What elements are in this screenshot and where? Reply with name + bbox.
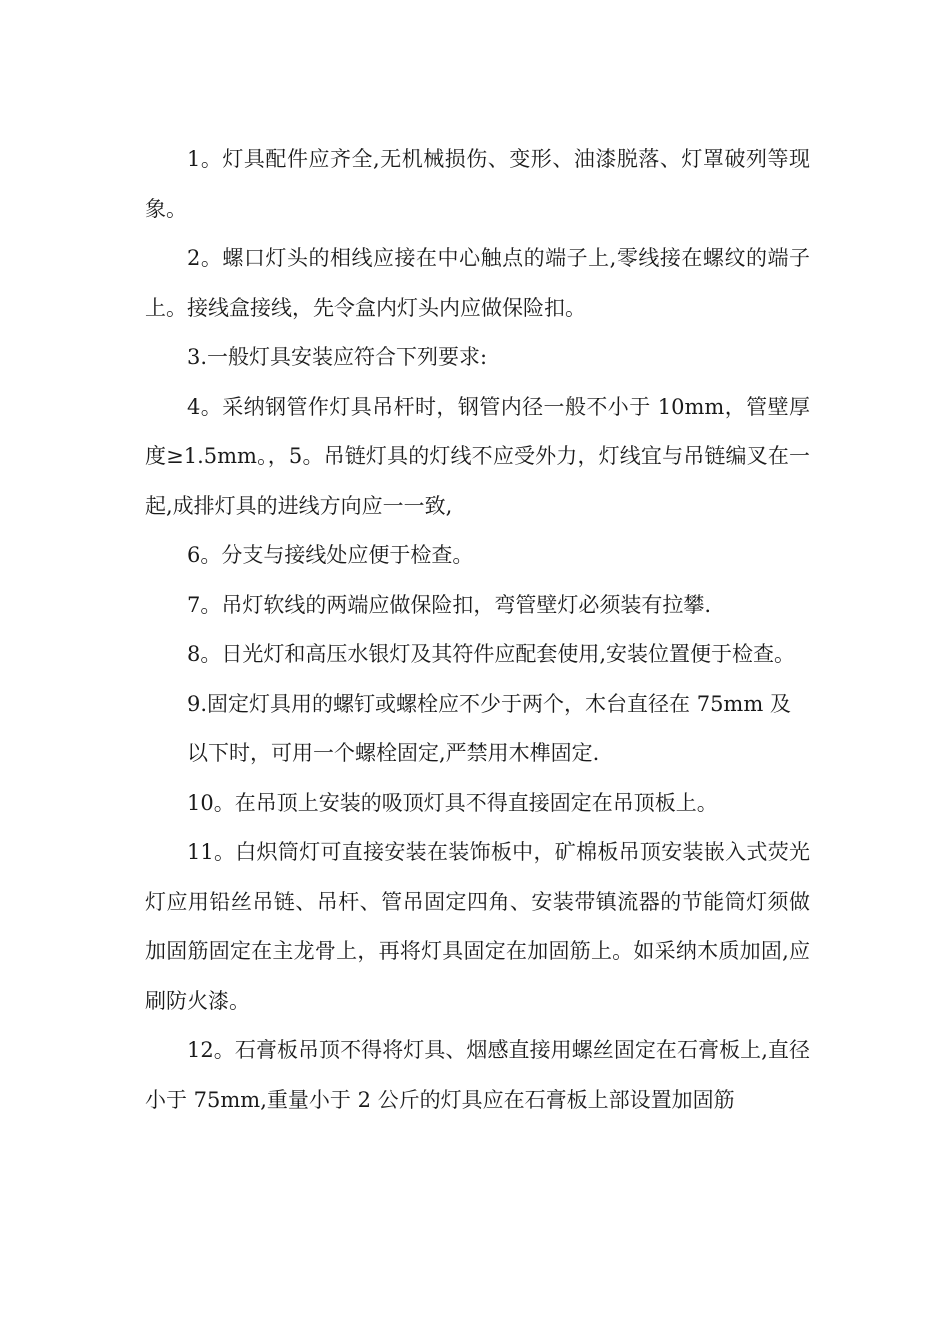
paragraph-8: 8。日光灯和高压水银灯及其符件应配套使用,安装位置便于检查。	[187, 642, 796, 666]
body-text	[145, 135, 810, 1125]
paragraph-9-continued: 以下时，可用一个螺栓固定,严禁用木榫固定.	[187, 741, 600, 765]
paragraph-4: 4。采纳钢管作灯具吊杆时，钢管内径一般不小于 10mm，管壁厚度≥1.5mm。，5。吊链灯具的灯线不应受外力，灯线宜与吊链编叉在一起,成排灯具的进线方向应一一致,	[145, 394, 810, 518]
paragraph-2: 2。螺口灯头的相线应接在中心触点的端子上,零线接在螺纹的端子上。接线盒接线，先令盒内灯头内应做保险扣。	[145, 246, 810, 320]
paragraph-12: 12。石膏板吊顶不得将灯具、烟感直接用螺丝固定在石膏板上,直径小于 75mm,重量小于 2 公斤的灯具应在石膏板上部设置加固筋	[145, 1038, 810, 1112]
paragraph-3: 3.一般灯具安装应符合下列要求:	[187, 345, 488, 369]
paragraph-6: 6。分支与接线处应便于检查。	[187, 543, 474, 567]
paragraph-10: 10。在吊顶上安装的吸顶灯具不得直接固定在吊顶板上。	[187, 790, 718, 815]
paragraph-11: 11。白炽筒灯可直接安装在装饰板中，矿棉板吊顶安装嵌入式荧光灯应用铅丝吊链、吊杆、管吊固定四角、安装带镇流器的节能筒灯须做加固筋固定在主龙骨上，再将灯具固定在加固筋上。如采纳木质加固,应刷防火漆。	[145, 840, 810, 1013]
paragraph-7: 7。吊灯软线的两端应做保险扣，弯管壁灯必须装有拉攀.	[187, 592, 712, 617]
paragraph-9: 9.固定灯具用的螺钉或螺栓应不少于两个，木台直径在 75mm 及	[187, 691, 791, 716]
paragraph-1: 1。灯具配件应齐全,无机械损伤、变形、油漆脱落、灯罩破列等现象。	[145, 147, 810, 221]
